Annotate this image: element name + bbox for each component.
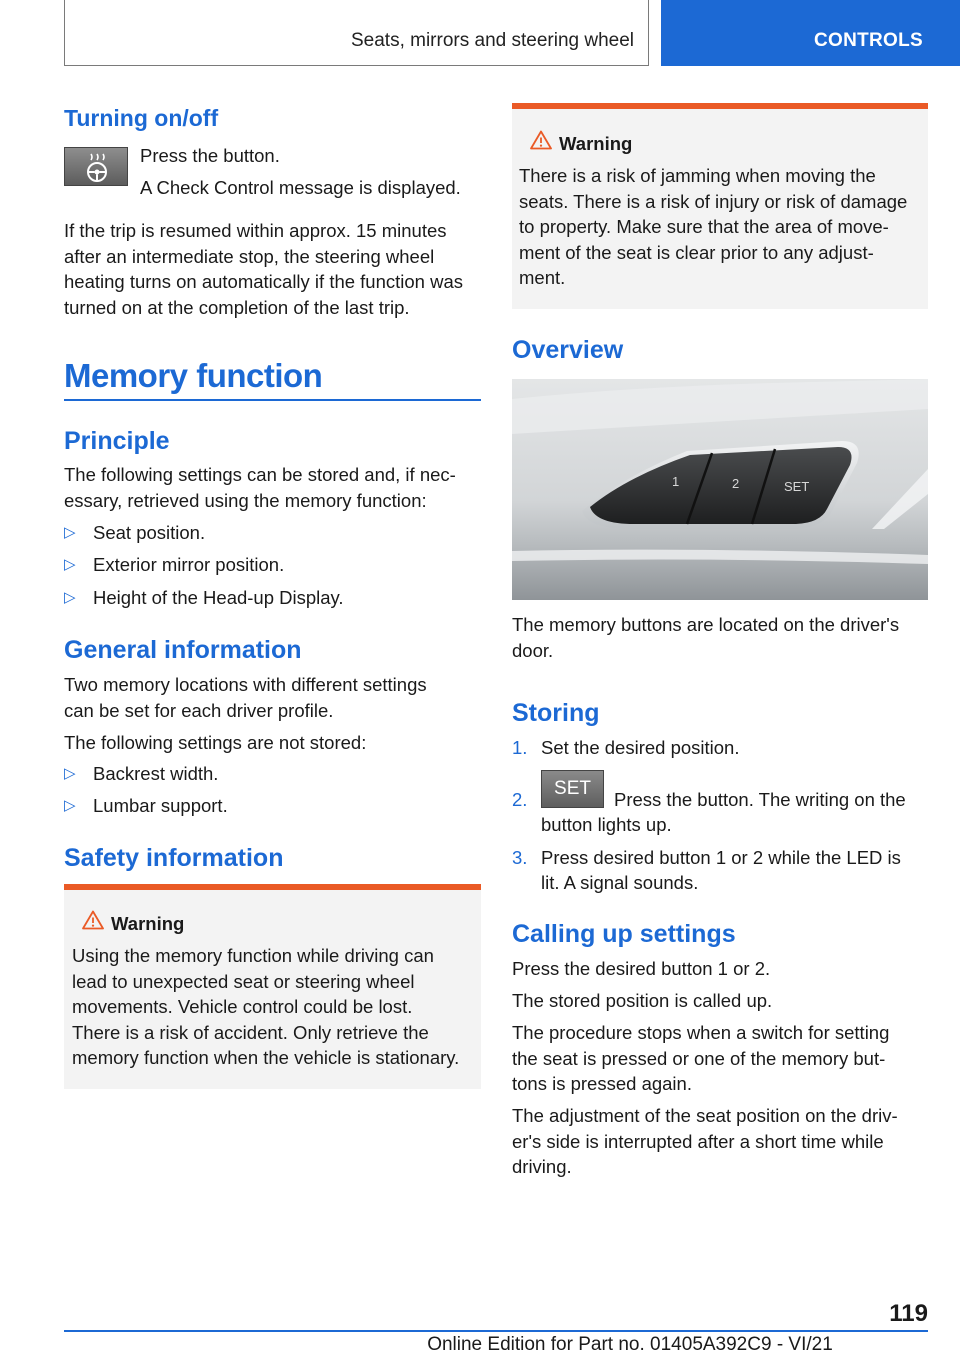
footer-rule <box>64 1330 928 1332</box>
principle-line: The following settings can be stored and, if nec‐ <box>64 464 456 485</box>
memory-buttons-image <box>512 379 928 600</box>
warning-line: ment. <box>519 267 566 288</box>
calling-line: er's side is interrupted after a short time while <box>512 1130 884 1152</box>
calling-paragraph-2: The stored position is called up. <box>512 990 773 1011</box>
memory-set-button-label: SET <box>784 479 810 494</box>
calling-line: driving. <box>512 1156 572 1177</box>
warning-line: ment of the seat is clear prior to any adjust‐ <box>519 241 874 263</box>
warning-line: seats. There is a risk of injury or risk of damage <box>519 190 908 212</box>
memory-button-1-label: 1 <box>672 474 680 489</box>
turning-line1: Press the button. <box>140 145 280 166</box>
general-information-heading: General information <box>64 636 302 664</box>
safety-information-heading: Safety information <box>64 844 284 872</box>
trip-line: after an intermediate stop, the steering wheel <box>64 245 435 267</box>
step-text: button lights up. <box>541 814 672 835</box>
warning-box <box>512 103 928 309</box>
warning-line: There is a risk of accident. Only retrieve the <box>72 1021 429 1043</box>
calling-line: The adjustment of the seat position on the driv‐ <box>512 1105 898 1126</box>
bullet-triangle-icon: ▷ <box>64 556 76 573</box>
step-text: lit. A signal sounds. <box>541 872 699 893</box>
steering-heating-button-icon <box>64 147 128 186</box>
step-number: 3. <box>512 847 528 868</box>
bullet-triangle-icon: ▷ <box>64 524 76 541</box>
warning-line: lead to unexpected seat or steering wheel <box>72 970 415 992</box>
calling-line: the seat is pressed or one of the memory but‐ <box>512 1047 886 1069</box>
warning-line: There is a risk of jamming when moving the <box>519 165 876 186</box>
header-chapter-tab[interactable] <box>661 0 960 66</box>
calling-paragraph-1: Press the desired button 1 or 2. <box>512 958 771 979</box>
calling-up-settings-heading: Calling up settings <box>512 920 736 948</box>
footer-edition: Online Edition for Part no. 01405A392C9 - VI/21 <box>427 1334 833 1355</box>
turning-heading: Turning on/off <box>64 105 219 131</box>
warning-line: movements. Vehicle control could be lost. <box>72 996 413 1017</box>
list-item-text: Exterior mirror position. <box>93 554 285 575</box>
storing-step <box>512 845 928 897</box>
calling-line: tons is pressed again. <box>512 1073 692 1094</box>
step-text: Press desired button 1 or 2 while the LED is <box>541 847 901 868</box>
list-item-text: Backrest width. <box>93 763 219 784</box>
list-item-text: Lumbar support. <box>93 795 228 816</box>
heading-rule <box>64 399 481 401</box>
overview-line: door. <box>512 639 554 661</box>
general-line: Two memory locations with different settings <box>64 674 427 695</box>
bullet-triangle-icon: ▷ <box>64 797 76 814</box>
memory-button-2-label: 2 <box>732 476 740 491</box>
step-text: Set the desired position. <box>541 737 740 758</box>
warning-text <box>519 163 907 291</box>
step-number: 2. <box>512 789 528 810</box>
general-line: can be set for each driver profile. <box>64 699 334 721</box>
page-number: 119 <box>889 1300 928 1327</box>
section-title: Seats, mirrors and steering wheel <box>350 30 634 51</box>
overview-heading: Overview <box>512 336 624 364</box>
warning-box <box>64 884 481 1089</box>
overview-paragraph <box>512 612 899 663</box>
calling-line: The procedure stops when a switch for setting <box>512 1022 890 1043</box>
warning-title: Warning <box>111 913 185 934</box>
calling-paragraph-3 <box>512 1020 889 1097</box>
header-section-box <box>64 0 649 66</box>
bullet-triangle-icon: ▷ <box>64 589 76 606</box>
trip-line: heating turns on automatically if the function was <box>64 271 464 292</box>
not-stored-paragraph: The following settings are not stored: <box>64 732 367 753</box>
storing-step <box>512 770 928 840</box>
warning-bar <box>64 884 481 890</box>
chapter-title: CONTROLS <box>814 30 924 51</box>
list-item-text: Height of the Head-up Display. <box>93 587 344 608</box>
warning-triangle-icon <box>82 910 104 930</box>
warning-triangle-icon <box>530 130 552 150</box>
turning-line2: A Check Control message is displayed. <box>140 177 461 198</box>
memory-function-heading: Memory function <box>64 357 323 394</box>
trip-line: If the trip is resumed within approx. 15 minutes <box>64 220 447 241</box>
principle-paragraph <box>64 462 456 513</box>
trip-paragraph <box>64 218 463 320</box>
calling-paragraph-4 <box>512 1103 898 1180</box>
warning-line: Using the memory function while driving can <box>72 945 434 966</box>
step-number: 1. <box>512 737 528 758</box>
principle-line: essary, retrieved using the memory function: <box>64 489 427 511</box>
warning-line: memory function when the vehicle is stationary. <box>72 1047 460 1068</box>
storing-step <box>512 735 928 761</box>
set-button-icon: SET <box>541 770 604 808</box>
storing-heading: Storing <box>512 699 600 727</box>
warning-title: Warning <box>559 133 633 154</box>
warning-line: to property. Make sure that the area of move‐ <box>519 216 889 237</box>
list-item-text: Seat position. <box>93 522 206 543</box>
warning-bar <box>512 103 928 109</box>
principle-heading: Principle <box>64 427 170 455</box>
step-text: Press the button. The writing on the <box>614 789 906 810</box>
warning-text <box>72 943 459 1071</box>
general-paragraph <box>64 672 427 723</box>
bullet-triangle-icon: ▷ <box>64 765 76 782</box>
trip-line: turned on at the completion of the last trip. <box>64 296 410 318</box>
overview-line: The memory buttons are located on the driver's <box>512 614 900 635</box>
